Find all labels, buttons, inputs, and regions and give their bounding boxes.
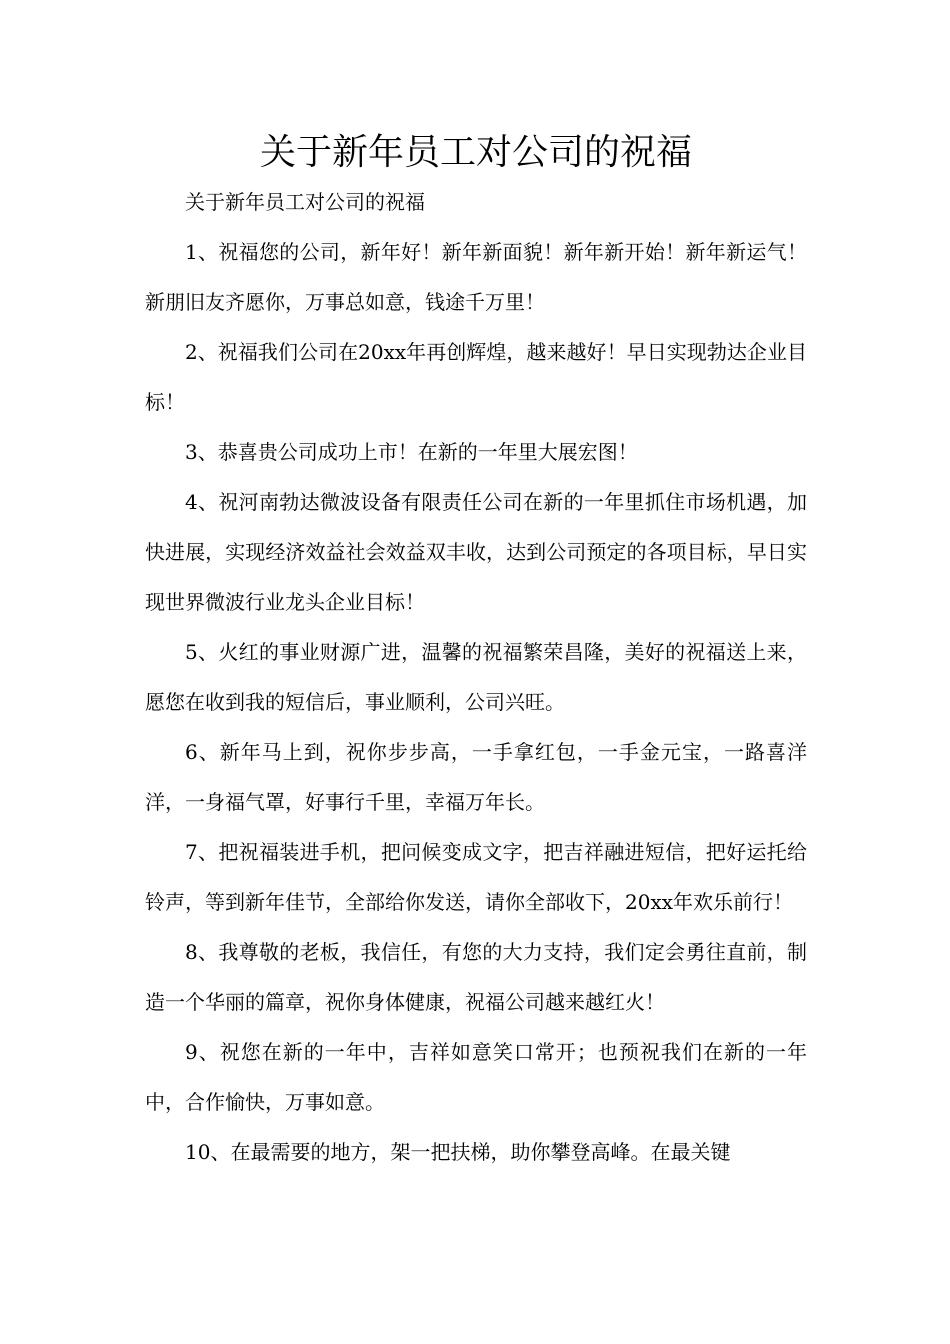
- subtitle-paragraph: 关于新年员工对公司的祝福: [185, 190, 425, 214]
- blessing-paragraph-10: 10、在最需要的地方，架一把扶梯，助你攀登高峰。在最关键: [185, 1140, 731, 1164]
- document-title: 关于新年员工对公司的祝福: [259, 132, 692, 173]
- blessing-paragraph-1: 1、祝福您的公司，新年好！新年新面貌！新年新开始！新年新运气！新朋旧友齐愿你，万事总如意，钱途千万里！: [145, 240, 807, 314]
- document-body: [145, 177, 807, 1177]
- blessing-paragraph-9: 9、祝您在新的一年中，吉祥如意笑口常开；也预祝我们在新的一年中，合作愉快，万事如意。: [145, 1040, 807, 1114]
- blessing-paragraph-5: 5、火红的事业财源广进，温馨的祝福繁荣昌隆，美好的祝福送上来，愿您在收到我的短信后，事业顺利，公司兴旺。: [145, 640, 807, 714]
- blessing-paragraph-3: 3、恭喜贵公司成功上市！在新的一年里大展宏图！: [185, 440, 638, 464]
- blessing-paragraph-8: 8、我尊敬的老板，我信任，有您的大力支持，我们定会勇往直前，制造一个华丽的篇章，祝你身体健康，祝福公司越来越红火！: [145, 940, 807, 1014]
- blessing-paragraph-4: 4、祝河南勃达微波设备有限责任公司在新的一年里抓住市场机遇，加快进展，实现经济效益社会效益双丰收，达到公司预定的各项目标，早日实现世界微波行业龙头企业目标！: [145, 490, 807, 614]
- blessing-paragraph-6: 6、新年马上到，祝你步步高，一手拿红包，一手金元宝，一路喜洋洋，一身福气罩，好事行千里，幸福万年长。: [145, 740, 807, 814]
- blessing-paragraph-2: 2、祝福我们公司在20xx年再创辉煌，越来越好！早日实现勃达企业目标！: [145, 340, 807, 414]
- blessing-paragraph-7: 7、把祝福装进手机，把问候变成文字，把吉祥融进短信，把好运托给铃声，等到新年佳节，全部给你发送，请你全部收下，20xx年欢乐前行！: [145, 840, 807, 914]
